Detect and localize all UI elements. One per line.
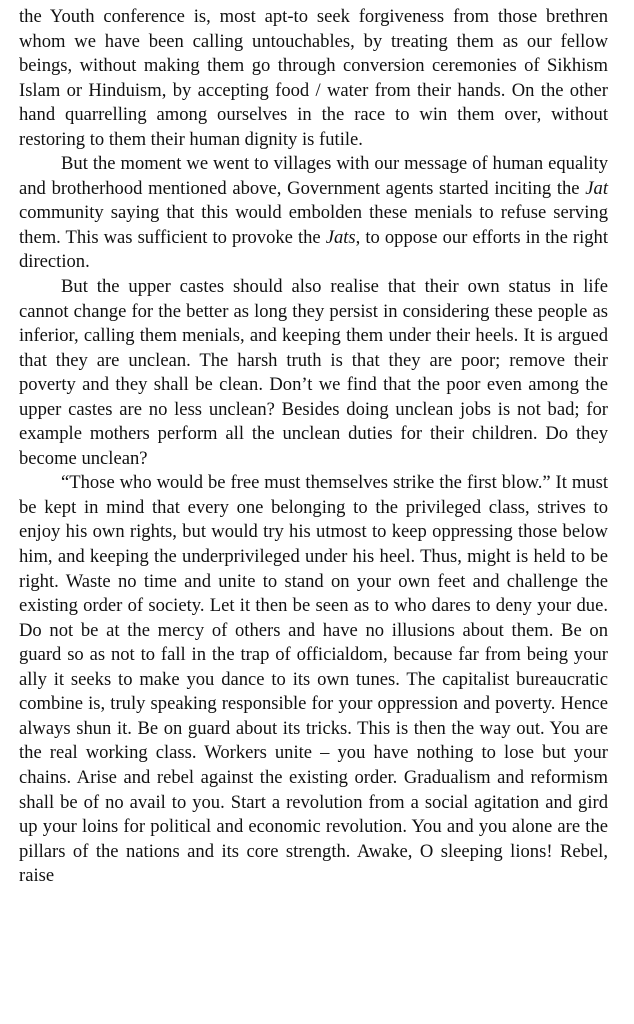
text-segment: But the upper castes should also realise that their own status in life cannot change for the better as long they persist in considering these people as inferior, calling them menials, and keeping them under their heels. It is argued that they are unclean. The harsh truth is that they are poor; remove their poverty and they shall be clean. Don’t we find that the poor even among the upper castes are no less unclean? Besides doing unclean jobs is not bad; for example mothers perform all the unclean duties for their children. Do they become unclean? [19, 276, 608, 469]
paragraph-first-blow [19, 471, 608, 888]
paragraph-continuation [19, 5, 608, 152]
paragraph-upper-castes [19, 275, 608, 471]
text-segment: But the moment we went to villages with our message of human equality and brotherhood mentioned above, Government agents started inciting the [19, 153, 608, 199]
italic-term-jats: Jats [325, 226, 356, 248]
text-segment: community saying that this would embolden these menials to refuse serving them. This was sufficient to provoke the [19, 202, 608, 248]
paragraph-villages [19, 152, 608, 275]
italic-term-jat: Jat [585, 177, 608, 199]
text-segment: , to oppose our efforts in the right direction. [19, 226, 608, 273]
text-segment: the Youth conference is, most apt-to seek forgiveness from those brethren whom we have been calling untouchables, by treating them as our fellow beings, without making them go through conversion ceremonies of Sikhism Islam or Hinduism, by accepting food / water from their hands. On the other hand quarrelling among ourselves in the race to win them over, without restoring to them their human dignity is futile. [19, 6, 608, 150]
text-segment: “Those who would be free must themselves strike the first blow.” It must be kept in mind that every one belonging to the privileged class, strives to enjoy his own rights, but would try his utmost to keep oppressing those below him, and keeping the underprivileged under his heel. Thus, might is held to be right. Waste no time and unite to stand on your own feet and challenge the existing order of society. Let it then be seen as to who dares to deny your due. Do not be at the mercy of others and have no illusions about them. Be on guard so as not to fall in the trap of officialdom, because far from being your ally it seeks to make you dance to its own tunes. The capitalist bureaucratic combine is, truly speaking responsible for your oppression and poverty. Hence always shun it. Be on guard about its tricks. This is then the way out. You are the real working class. Workers unite – you have nothing to lose but your chains. Arise and rebel against the existing order. Gradualism and reformism shall be of no avail to you. Start a revolution from a social agitation and gird up your loins for political and economic revolution. You and you alone are the pillars of the nations and its core strength. Awake, O sleeping lions! Rebel, raise [19, 472, 608, 887]
